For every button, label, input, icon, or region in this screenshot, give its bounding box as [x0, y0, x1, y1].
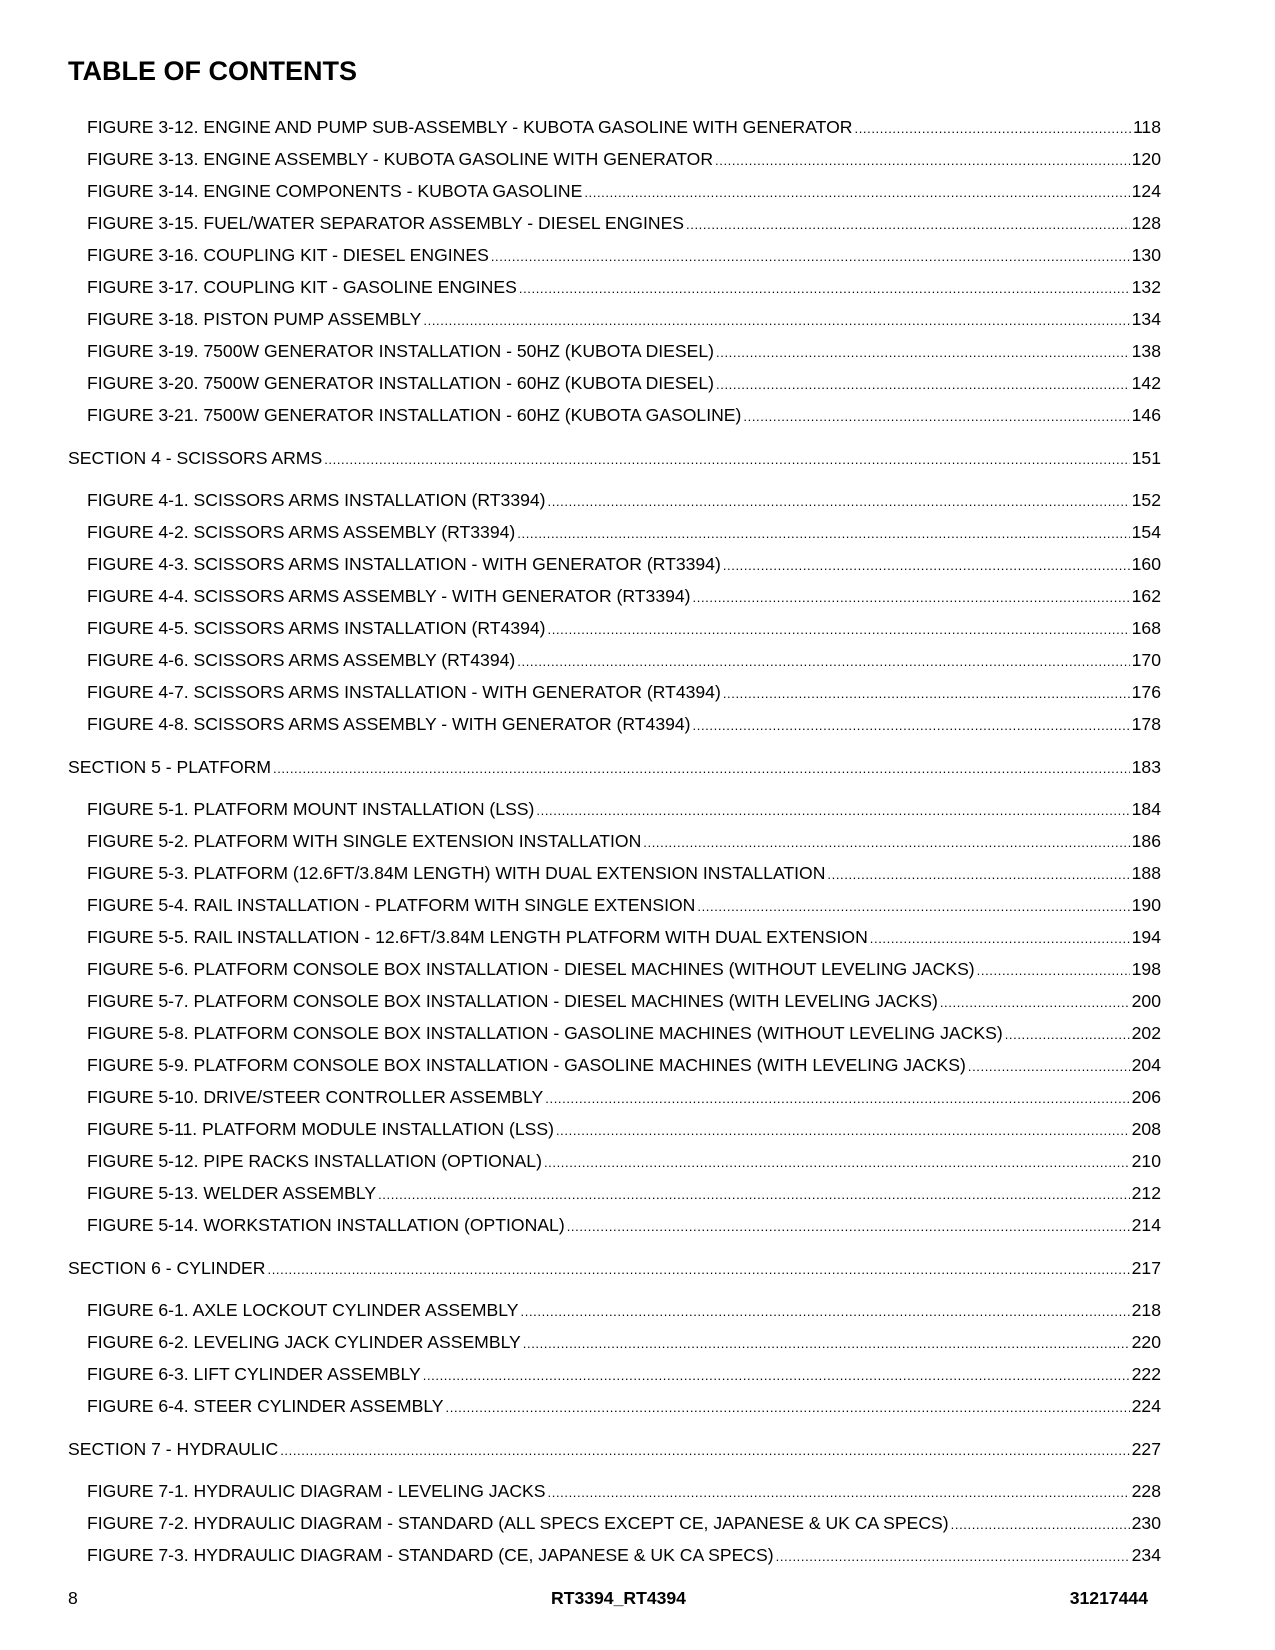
- toc-entry-label: FIGURE 6-2. LEVELING JACK CYLINDER ASSEMBLY: [87, 1332, 521, 1352]
- toc-figure-entry[interactable]: [68, 1539, 1161, 1571]
- toc-figure-entry[interactable]: [68, 271, 1161, 303]
- dot-leader: [548, 484, 1130, 518]
- toc-section-entry[interactable]: [68, 1252, 1161, 1284]
- toc-figure-entry[interactable]: [68, 1177, 1161, 1209]
- toc-figure-entry[interactable]: [68, 857, 1161, 889]
- dot-leader: [776, 1539, 1130, 1573]
- toc-figure-entry[interactable]: [68, 1145, 1161, 1177]
- dot-leader: [584, 175, 1129, 209]
- toc-figure-entry[interactable]: [68, 335, 1161, 367]
- dot-leader: [716, 335, 1130, 369]
- toc-entry-label: FIGURE 5-12. PIPE RACKS INSTALLATION (OPTIONAL): [87, 1151, 542, 1171]
- toc-entry-label: SECTION 7 - HYDRAULIC: [68, 1438, 279, 1459]
- dot-leader: [273, 751, 1130, 785]
- toc-entry-page: 186: [1131, 831, 1161, 851]
- dot-leader: [693, 580, 1130, 614]
- dot-leader: [491, 239, 1130, 273]
- toc-entry-page: 118: [1132, 117, 1161, 137]
- dot-leader: [643, 825, 1129, 859]
- toc-entry-page: 120: [1131, 149, 1161, 169]
- toc-figure-entry[interactable]: [68, 889, 1161, 921]
- toc-entry-label: FIGURE 6-3. LIFT CYLINDER ASSEMBLY: [87, 1364, 421, 1384]
- toc-entry-page: 214: [1131, 1215, 1161, 1235]
- toc-figure-entry[interactable]: [68, 1017, 1161, 1049]
- toc-figure-entry[interactable]: [68, 676, 1161, 708]
- dot-leader: [1005, 1017, 1130, 1051]
- toc-entry-page: 183: [1131, 756, 1161, 777]
- toc-entry-label: FIGURE 5-11. PLATFORM MODULE INSTALLATION (LSS): [87, 1119, 554, 1139]
- dot-leader: [716, 367, 1130, 401]
- dot-leader: [378, 1177, 1130, 1211]
- toc-entry-page: 152: [1131, 490, 1161, 510]
- toc-entry-page: 190: [1131, 895, 1161, 915]
- toc-entry-page: 188: [1131, 863, 1161, 883]
- dot-leader: [968, 1049, 1130, 1083]
- toc-entry-label: FIGURE 5-2. PLATFORM WITH SINGLE EXTENSION INSTALLATION: [87, 831, 642, 851]
- toc-entry-page: 178: [1131, 714, 1161, 734]
- toc-list: [68, 111, 1161, 1571]
- toc-entry-page: 224: [1131, 1396, 1161, 1416]
- toc-figure-entry[interactable]: [68, 399, 1161, 431]
- toc-entry-label: SECTION 5 - PLATFORM: [68, 756, 271, 777]
- toc-entry-page: 230: [1131, 1513, 1161, 1533]
- toc-entry-label: FIGURE 6-1. AXLE LOCKOUT CYLINDER ASSEMBLY: [87, 1300, 519, 1320]
- dot-leader: [977, 953, 1130, 987]
- toc-entry-label: FIGURE 5-4. RAIL INSTALLATION - PLATFORM WITH SINGLE EXTENSION: [87, 895, 696, 915]
- toc-entry-label: FIGURE 7-2. HYDRAULIC DIAGRAM - STANDARD (ALL SPECS EXCEPT CE, JAPANESE & UK CA SPECS): [87, 1513, 949, 1533]
- toc-figure-entry[interactable]: [68, 985, 1161, 1017]
- dot-leader: [723, 548, 1130, 582]
- dot-leader: [267, 1252, 1129, 1286]
- toc-entry-label: SECTION 6 - CYLINDER: [68, 1257, 266, 1278]
- toc-entry-page: 222: [1131, 1364, 1161, 1384]
- toc-entry-page: 210: [1131, 1151, 1161, 1171]
- dot-leader: [446, 1390, 1130, 1424]
- toc-entry-label: FIGURE 5-6. PLATFORM CONSOLE BOX INSTALLATION - DIESEL MACHINES (WITHOUT LEVELING JACKS): [87, 959, 975, 979]
- toc-entry-label: FIGURE 5-3. PLATFORM (12.6FT/3.84M LENGTH) WITH DUAL EXTENSION INSTALLATION: [87, 863, 826, 883]
- toc-figure-entry[interactable]: [68, 1294, 1161, 1326]
- toc-entry-label: FIGURE 5-10. DRIVE/STEER CONTROLLER ASSEMBLY: [87, 1087, 544, 1107]
- toc-entry-page: 168: [1131, 618, 1161, 638]
- toc-figure-entry[interactable]: [68, 303, 1161, 335]
- toc-entry-page: 212: [1131, 1183, 1161, 1203]
- toc-figure-entry[interactable]: [68, 1081, 1161, 1113]
- dot-leader: [517, 516, 1129, 550]
- dot-leader: [536, 793, 1129, 827]
- footer-page-number: 8: [68, 1588, 78, 1608]
- toc-entry-page: 128: [1131, 213, 1161, 233]
- toc-figure-entry[interactable]: [68, 1049, 1161, 1081]
- dot-leader: [827, 857, 1129, 891]
- toc-entry-page: 204: [1131, 1055, 1161, 1075]
- toc-entry-label: FIGURE 3-14. ENGINE COMPONENTS - KUBOTA GASOLINE: [87, 181, 583, 201]
- dot-leader: [855, 111, 1131, 145]
- dot-leader: [715, 143, 1130, 177]
- toc-entry-page: 202: [1131, 1023, 1161, 1043]
- toc-entry-page: 227: [1131, 1438, 1161, 1459]
- dot-leader: [870, 921, 1130, 955]
- toc-entry-label: FIGURE 4-4. SCISSORS ARMS ASSEMBLY - WITH GENERATOR (RT3394): [87, 586, 691, 606]
- toc-entry-label: FIGURE 3-19. 7500W GENERATOR INSTALLATION - 50HZ (KUBOTA DIESEL): [87, 341, 715, 361]
- toc-entry-label: FIGURE 4-5. SCISSORS ARMS INSTALLATION (RT4394): [87, 618, 546, 638]
- toc-entry-page: 142: [1131, 373, 1161, 393]
- toc-entry-label: FIGURE 5-14. WORKSTATION INSTALLATION (OPTIONAL): [87, 1215, 565, 1235]
- toc-figure-entry[interactable]: [68, 825, 1161, 857]
- toc-figure-entry[interactable]: [68, 1113, 1161, 1145]
- toc-entry-page: 132: [1131, 277, 1161, 297]
- toc-figure-entry[interactable]: [68, 1507, 1161, 1539]
- toc-entry-page: 198: [1131, 959, 1161, 979]
- toc-figure-entry[interactable]: [68, 953, 1161, 985]
- toc-figure-entry[interactable]: [68, 1475, 1161, 1507]
- toc-entry-page: 217: [1131, 1257, 1161, 1278]
- toc-entry-page: 200: [1131, 991, 1161, 1011]
- dot-leader: [548, 612, 1130, 646]
- dot-leader: [324, 442, 1129, 476]
- dot-leader: [556, 1113, 1130, 1147]
- toc-entry-label: FIGURE 6-4. STEER CYLINDER ASSEMBLY: [87, 1396, 444, 1416]
- toc-entry-page: 184: [1131, 799, 1161, 819]
- toc-entry-label: SECTION 4 - SCISSORS ARMS: [68, 447, 323, 468]
- toc-entry-label: FIGURE 4-2. SCISSORS ARMS ASSEMBLY (RT3394): [87, 522, 516, 542]
- toc-entry-page: 146: [1131, 405, 1161, 425]
- toc-figure-entry[interactable]: [68, 793, 1161, 825]
- dot-leader: [567, 1209, 1130, 1243]
- toc-figure-entry[interactable]: [68, 644, 1161, 676]
- toc-figure-entry[interactable]: [68, 548, 1161, 580]
- dot-leader: [423, 303, 1129, 337]
- page-footer: [68, 1588, 1148, 1612]
- toc-entry-label: FIGURE 4-6. SCISSORS ARMS ASSEMBLY (RT4394): [87, 650, 516, 670]
- toc-entry-page: 160: [1131, 554, 1161, 574]
- dot-leader: [723, 676, 1130, 710]
- toc-figure-entry[interactable]: [68, 367, 1161, 399]
- toc-entry-page: 208: [1131, 1119, 1161, 1139]
- toc-figure-entry[interactable]: [68, 708, 1161, 740]
- toc-figure-entry[interactable]: [68, 175, 1161, 207]
- dot-leader: [517, 644, 1129, 678]
- dot-leader: [544, 1145, 1130, 1179]
- toc-figure-entry[interactable]: [68, 111, 1161, 143]
- toc-entry-page: 124: [1131, 181, 1161, 201]
- toc-entry-page: 130: [1131, 245, 1161, 265]
- dot-leader: [951, 1507, 1130, 1541]
- toc-section-entry[interactable]: [68, 1433, 1161, 1465]
- toc-entry-label: FIGURE 3-16. COUPLING KIT - DIESEL ENGINES: [87, 245, 489, 265]
- toc-entry-label: FIGURE 5-7. PLATFORM CONSOLE BOX INSTALLATION - DIESEL MACHINES (WITH LEVELING JACKS): [87, 991, 938, 1011]
- dot-leader: [940, 985, 1130, 1019]
- toc-figure-entry[interactable]: [68, 1209, 1161, 1241]
- toc-entry-label: FIGURE 5-9. PLATFORM CONSOLE BOX INSTALLATION - GASOLINE MACHINES (WITH LEVELING JACKS): [87, 1055, 966, 1075]
- toc-entry-label: FIGURE 7-3. HYDRAULIC DIAGRAM - STANDARD (CE, JAPANESE & UK CA SPECS): [87, 1545, 774, 1565]
- dot-leader: [743, 399, 1129, 433]
- toc-entry-label: FIGURE 4-1. SCISSORS ARMS INSTALLATION (RT3394): [87, 490, 546, 510]
- toc-figure-entry[interactable]: [68, 612, 1161, 644]
- dot-leader: [548, 1475, 1130, 1509]
- toc-figure-entry[interactable]: [68, 143, 1161, 175]
- page-title: TABLE OF CONTENTS: [68, 56, 357, 86]
- toc-section-entry[interactable]: [68, 442, 1161, 474]
- toc-entry-label: FIGURE 3-21. 7500W GENERATOR INSTALLATION - 60HZ (KUBOTA GASOLINE): [87, 405, 742, 425]
- toc-figure-entry[interactable]: [68, 1358, 1161, 1390]
- dot-leader: [693, 708, 1130, 742]
- dot-leader: [521, 1294, 1130, 1328]
- footer-doc-number: 31217444: [1069, 1588, 1148, 1608]
- toc-entry-page: 218: [1131, 1300, 1161, 1320]
- toc-section-entry[interactable]: [68, 751, 1161, 783]
- toc-entry-page: 154: [1131, 522, 1161, 542]
- toc-entry-label: FIGURE 5-5. RAIL INSTALLATION - 12.6FT/3.84M LENGTH PLATFORM WITH DUAL EXTENSION: [87, 927, 868, 947]
- toc-entry-label: FIGURE 3-12. ENGINE AND PUMP SUB-ASSEMBLY - KUBOTA GASOLINE WITH GENERATOR: [87, 117, 853, 137]
- toc-figure-entry[interactable]: [68, 239, 1161, 271]
- toc-entry-page: 194: [1131, 927, 1161, 947]
- toc-entry-label: FIGURE 5-13. WELDER ASSEMBLY: [87, 1183, 377, 1203]
- toc-entry-page: 151: [1131, 447, 1161, 468]
- toc-entry-page: 162: [1131, 586, 1161, 606]
- toc-entry-label: FIGURE 3-15. FUEL/WATER SEPARATOR ASSEMBLY - DIESEL ENGINES: [87, 213, 685, 233]
- dot-leader: [280, 1433, 1129, 1467]
- toc-entry-page: 138: [1131, 341, 1161, 361]
- toc-entry-label: FIGURE 3-17. COUPLING KIT - GASOLINE ENGINES: [87, 277, 517, 297]
- toc-figure-entry[interactable]: [68, 580, 1161, 612]
- toc-figure-entry[interactable]: [68, 921, 1161, 953]
- toc-figure-entry[interactable]: [68, 207, 1161, 239]
- dot-leader: [545, 1081, 1129, 1115]
- toc-entry-label: FIGURE 5-1. PLATFORM MOUNT INSTALLATION (LSS): [87, 799, 535, 819]
- toc-entry-page: 134: [1131, 309, 1161, 329]
- dot-leader: [519, 271, 1130, 305]
- toc-entry-page: 234: [1131, 1545, 1161, 1565]
- toc-entry-page: 176: [1131, 682, 1161, 702]
- toc-entry-label: FIGURE 3-18. PISTON PUMP ASSEMBLY: [87, 309, 422, 329]
- toc-entry-label: FIGURE 4-7. SCISSORS ARMS INSTALLATION - WITH GENERATOR (RT4394): [87, 682, 721, 702]
- toc-figure-entry[interactable]: [68, 516, 1161, 548]
- toc-entry-page: 228: [1131, 1481, 1161, 1501]
- toc-entry-label: FIGURE 5-8. PLATFORM CONSOLE BOX INSTALLATION - GASOLINE MACHINES (WITHOUT LEVELING JACKS): [87, 1023, 1003, 1043]
- dot-leader: [697, 889, 1129, 923]
- toc-entry-label: FIGURE 3-13. ENGINE ASSEMBLY - KUBOTA GASOLINE WITH GENERATOR: [87, 149, 714, 169]
- toc-figure-entry[interactable]: [68, 484, 1161, 516]
- toc-figure-entry[interactable]: [68, 1326, 1161, 1358]
- dot-leader: [423, 1358, 1130, 1392]
- toc-entry-label: FIGURE 3-20. 7500W GENERATOR INSTALLATION - 60HZ (KUBOTA DIESEL): [87, 373, 715, 393]
- toc-figure-entry[interactable]: [68, 1390, 1161, 1422]
- toc-entry-page: 170: [1131, 650, 1161, 670]
- toc-entry-page: 206: [1131, 1087, 1161, 1107]
- footer-model: RT3394_RT4394: [551, 1588, 686, 1608]
- toc-entry-page: 220: [1131, 1332, 1161, 1352]
- dot-leader: [686, 207, 1130, 241]
- dot-leader: [523, 1326, 1130, 1360]
- toc-entry-label: FIGURE 4-3. SCISSORS ARMS INSTALLATION - WITH GENERATOR (RT3394): [87, 554, 721, 574]
- toc-entry-label: FIGURE 7-1. HYDRAULIC DIAGRAM - LEVELING JACKS: [87, 1481, 546, 1501]
- toc-entry-label: FIGURE 4-8. SCISSORS ARMS ASSEMBLY - WITH GENERATOR (RT4394): [87, 714, 691, 734]
